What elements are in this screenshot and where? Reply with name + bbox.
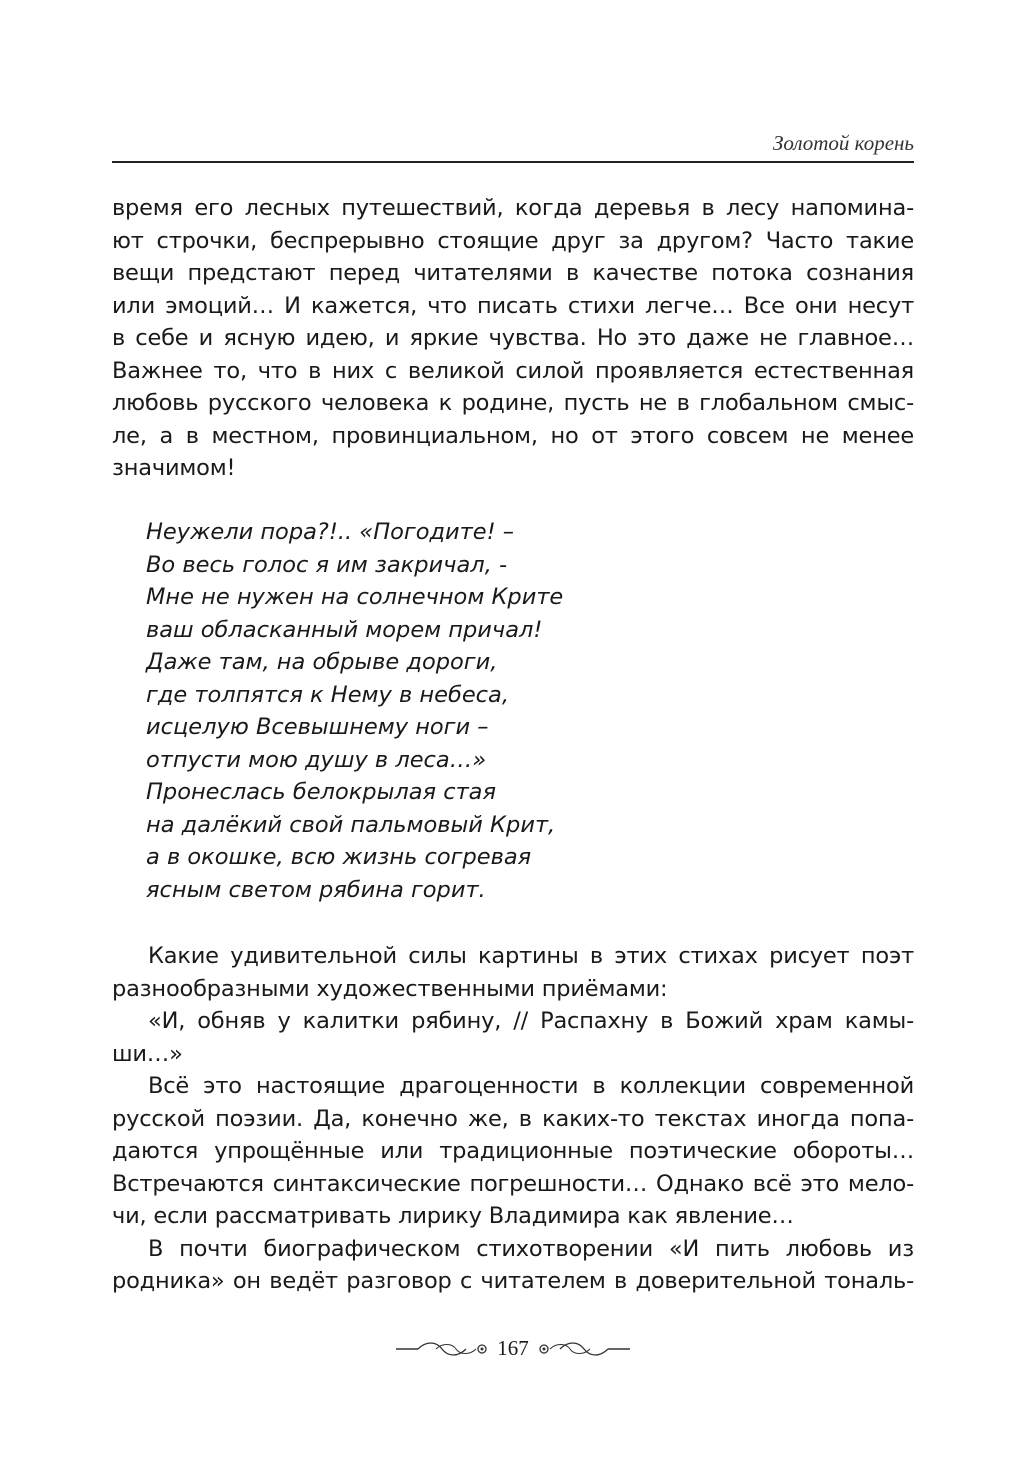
running-header-title: Золотой корень	[772, 131, 914, 155]
text-line: даются упрощённые или традиционные поэтические обороты…	[112, 1138, 914, 1164]
text-line: ши…»	[112, 1040, 183, 1067]
text-line: вещи предстают перед читателями в качестве потока сознания	[112, 260, 914, 286]
text-line: любовь русского человека к родине, пусть не в глобальном смыс-	[112, 390, 914, 416]
poem-block	[146, 516, 563, 906]
text-line: родника» он ведёт разговор с читателем в доверительной тональ-	[112, 1268, 914, 1294]
poem-line: Во весь голос я им закричал, -	[146, 551, 508, 578]
poem-line: Неужели пора?!.. «Погодите! –	[146, 519, 515, 545]
text-line: Какие удивительной силы картины в этих стихах рисует поэт	[148, 943, 914, 969]
text-line: значимом!	[112, 455, 236, 481]
ornament-right-icon	[538, 1339, 630, 1359]
page-footer	[0, 1336, 1026, 1361]
text-line: ют строчки, беспрерывно стоящие друг за другом? Часто такие	[112, 227, 914, 254]
text-line: В почти биографическом стихотворении «И пить любовь из	[148, 1235, 914, 1262]
poem-line: отпусти мою душу в леса…»	[146, 746, 487, 773]
text-line: Важнее то, что в них с великой силой проявляется естественная	[112, 357, 914, 384]
poem-line: Мне не нужен на солнечном Крите	[146, 584, 564, 610]
header-rule	[112, 161, 914, 163]
text-line: разнообразными художественными приёмами:	[112, 975, 668, 1002]
text-line: Встречаются синтаксические погрешности… Однако всё это мело-	[112, 1170, 914, 1197]
poem-line: Даже там, на обрыве дороги,	[146, 649, 498, 675]
text-line: Всё это настоящие драгоценности в коллекции современной	[148, 1073, 914, 1099]
text-line: «И, обняв у калитки рябину, // Распахну в Божий храм камы-	[148, 1008, 914, 1034]
poem-line: ваш обласканный морем причал!	[146, 616, 543, 643]
text-line: ле, а в местном, провинциальном, но от этого совсем не менее	[112, 422, 914, 449]
text-line: в себе и ясную идею, и яркие чувства. Но это даже не главное…	[112, 325, 914, 351]
poem-line: где толпятся к Нему в небеса,	[146, 681, 509, 708]
poem-line: исцелую Всевышнему ноги –	[146, 714, 489, 740]
paragraph-1	[112, 192, 914, 485]
text-line: или эмоций… И кажется, что писать стихи легче… Все они несут	[112, 292, 914, 319]
text-line: русской поэзии. Да, конечно же, в каких-то текстах иногда попа-	[112, 1105, 914, 1132]
page-number: 167	[497, 1336, 529, 1360]
text-line: время его лесных путешествий, когда деревья в лесу напомина-	[112, 195, 914, 221]
poem-line: на далёкий свой пальмовый Крит,	[146, 811, 556, 838]
poem-line: ясным светом рябина горит.	[146, 876, 486, 903]
poem-line: а в окошке, всю жизнь согревая	[146, 844, 532, 870]
poem-line: Пронеслась белокрылая стая	[146, 779, 497, 805]
paragraph-2	[112, 940, 914, 1298]
ornament-left-icon	[396, 1339, 488, 1359]
text-line: чи, если рассматривать лирику Владимира как явление…	[112, 1203, 794, 1229]
